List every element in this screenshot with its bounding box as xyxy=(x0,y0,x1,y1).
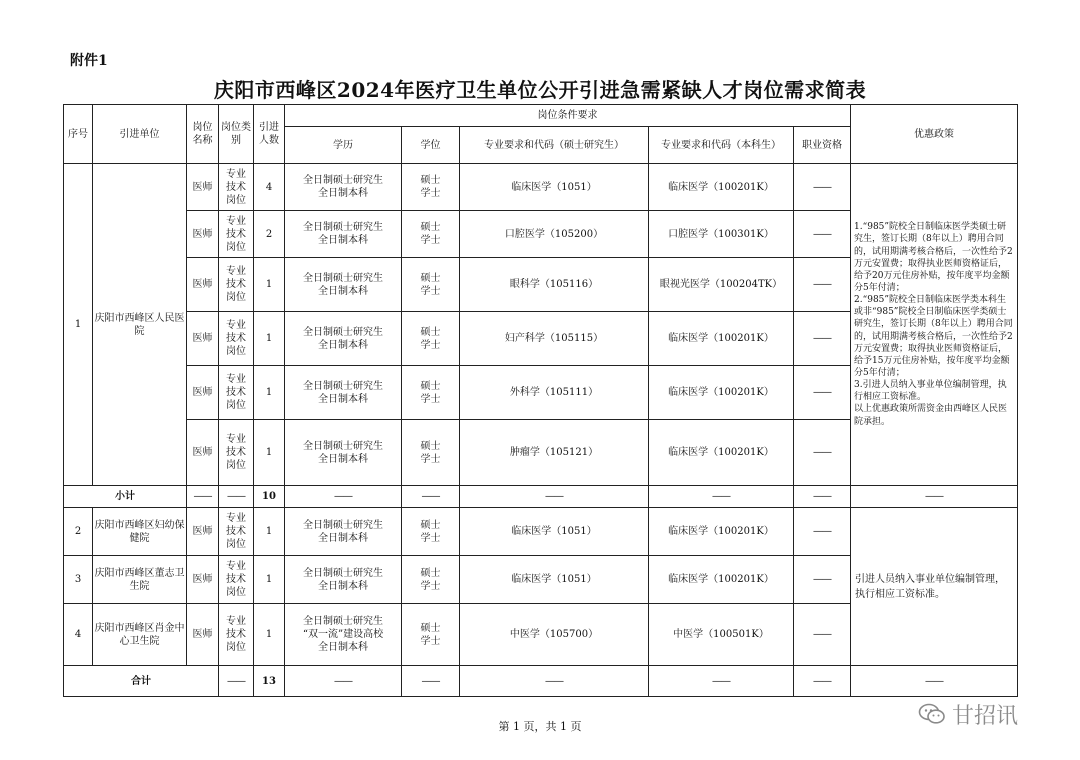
subtotal-row xyxy=(64,486,1018,508)
post-type-cell: 专业技术岗位 xyxy=(219,366,254,420)
education-cell: 全日制硕士研究生 全日制本科 xyxy=(285,508,402,556)
unit-name-cell: 庆阳市西峰区肖金中心卫生院 xyxy=(93,604,187,666)
education-cell: 全日制硕士研究生 “双一流”建设高校 全日制本科 xyxy=(285,604,402,666)
major-master-cell: 临床医学（1051） xyxy=(460,556,649,604)
major-bachelor-cell: 临床医学（100201K） xyxy=(649,420,794,486)
count-cell: 1 xyxy=(254,366,285,420)
post-type-cell: 专业技术岗位 xyxy=(219,164,254,211)
post-name-cell: 医师 xyxy=(187,604,219,666)
post-name-cell: 医师 xyxy=(187,258,219,312)
qualification-cell: —— xyxy=(794,211,851,258)
seq-cell: 2 xyxy=(64,508,93,556)
header-post-type: 岗位类别 xyxy=(219,105,254,164)
dash-cell: —— xyxy=(402,666,460,697)
subtotal-label: 小计 xyxy=(64,486,187,508)
page-footer: 第 1 页，共 1 页 xyxy=(498,720,582,733)
count-cell: 4 xyxy=(254,164,285,211)
major-master-cell: 妇产科学（105115） xyxy=(460,312,649,366)
post-type-cell: 专业技术岗位 xyxy=(219,420,254,486)
dash-cell: —— xyxy=(649,666,794,697)
major-bachelor-cell: 临床医学（100201K） xyxy=(649,366,794,420)
qualification-cell: —— xyxy=(794,312,851,366)
education-cell: 全日制硕士研究生 全日制本科 xyxy=(285,366,402,420)
dash-cell: —— xyxy=(219,486,254,508)
dash-cell: —— xyxy=(851,486,1018,508)
education-cell: 全日制硕士研究生 全日制本科 xyxy=(285,211,402,258)
total-row xyxy=(64,666,1018,697)
dash-cell: —— xyxy=(402,486,460,508)
header-count: 引进人数 xyxy=(254,105,285,164)
major-bachelor-cell: 临床医学（100201K） xyxy=(649,164,794,211)
major-bachelor-cell: 临床医学（100201K） xyxy=(649,312,794,366)
wechat-icon xyxy=(918,703,946,725)
major-master-cell: 肿瘤学（105121） xyxy=(460,420,649,486)
header-qualification: 职业资格 xyxy=(794,127,851,164)
table-row xyxy=(64,164,1018,211)
qualification-cell: —— xyxy=(794,420,851,486)
header-degree: 学位 xyxy=(402,127,460,164)
post-type-cell: 专业技术岗位 xyxy=(219,211,254,258)
post-name-cell: 医师 xyxy=(187,312,219,366)
education-cell: 全日制硕士研究生 全日制本科 xyxy=(285,258,402,312)
count-cell: 1 xyxy=(254,508,285,556)
header-post-name: 岗位名称 xyxy=(187,105,219,164)
degree-cell: 硕士 学士 xyxy=(402,164,460,211)
post-name-cell: 医师 xyxy=(187,556,219,604)
seq-cell: 4 xyxy=(64,604,93,666)
count-cell: 1 xyxy=(254,312,285,366)
major-bachelor-cell: 临床医学（100201K） xyxy=(649,556,794,604)
header-row-1 xyxy=(64,105,1018,127)
post-type-cell: 专业技术岗位 xyxy=(219,556,254,604)
total-count: 13 xyxy=(254,666,285,697)
degree-cell: 硕士 学士 xyxy=(402,211,460,258)
seq-cell: 3 xyxy=(64,556,93,604)
post-name-cell: 医师 xyxy=(187,420,219,486)
qualification-cell: —— xyxy=(794,604,851,666)
header-major-bachelor: 专业要求和代码（本科生） xyxy=(649,127,794,164)
header-conditions: 岗位条件要求 xyxy=(285,105,851,127)
header-seq: 序号 xyxy=(64,105,93,164)
subtotal-count: 10 xyxy=(254,486,285,508)
policy-cell: 1.“985”院校全日制临床医学类硕士研究生，签订长期（8年以上）聘用合同的，试用期满考核合格后，一次性给予2万元安置费；取得执业医师资格证后，给予20万元住房补贴，按年度平均金额分5年付清； 2.“985”院校全日制临床医学类本科生或非“985”院校全日制临床医学类硕士研究生，签订长期（8年以上）聘用合同的，试用期满考核合格后，一次性给予2万元安置费；取得执业医师资格证后，给予15万元住房补贴，按年度平均金额分5年付清； 3.引进人员纳入事业单位编制管理，执行相应工资标准。 以上优惠政策所需资金由西峰区人民医院承担。 xyxy=(851,164,1018,486)
seq-cell: 1 xyxy=(64,164,93,486)
education-cell: 全日制硕士研究生 全日制本科 xyxy=(285,420,402,486)
post-name-cell: 医师 xyxy=(187,508,219,556)
post-name-cell: 医师 xyxy=(187,366,219,420)
count-cell: 1 xyxy=(254,420,285,486)
education-cell: 全日制硕士研究生 全日制本科 xyxy=(285,556,402,604)
dash-cell: —— xyxy=(285,486,402,508)
header-major-master: 专业要求和代码（硕士研究生） xyxy=(460,127,649,164)
qualification-cell: —— xyxy=(794,366,851,420)
dash-cell: —— xyxy=(187,486,219,508)
degree-cell: 硕士 学士 xyxy=(402,420,460,486)
qualification-cell: —— xyxy=(794,556,851,604)
watermark-text: 甘招讯 xyxy=(952,703,1019,729)
watermark xyxy=(918,700,1058,728)
attachment-label: 附件1 xyxy=(70,53,108,69)
count-cell: 2 xyxy=(254,211,285,258)
count-cell: 1 xyxy=(254,604,285,666)
dash-cell: —— xyxy=(851,666,1018,697)
qualification-cell: —— xyxy=(794,258,851,312)
unit-name-cell: 庆阳市西峰区董志卫生院 xyxy=(93,556,187,604)
count-cell: 1 xyxy=(254,258,285,312)
requirements-table xyxy=(63,104,1018,697)
major-master-cell: 眼科学（105116） xyxy=(460,258,649,312)
policy-cell: 引进人员纳入事业单位编制管理，执行相应工资标准。 xyxy=(851,508,1018,666)
major-master-cell: 临床医学（1051） xyxy=(460,508,649,556)
major-bachelor-cell: 临床医学（100201K） xyxy=(649,508,794,556)
degree-cell: 硕士 学士 xyxy=(402,366,460,420)
post-name-cell: 医师 xyxy=(187,164,219,211)
degree-cell: 硕士 学士 xyxy=(402,556,460,604)
dash-cell: —— xyxy=(794,486,851,508)
major-master-cell: 口腔医学（105200） xyxy=(460,211,649,258)
post-type-cell: 专业技术岗位 xyxy=(219,508,254,556)
dash-cell: —— xyxy=(794,666,851,697)
qualification-cell: —— xyxy=(794,164,851,211)
qualification-cell: —— xyxy=(794,508,851,556)
major-master-cell: 外科学（105111） xyxy=(460,366,649,420)
total-label: 合计 xyxy=(64,666,219,697)
count-cell: 1 xyxy=(254,556,285,604)
major-master-cell: 临床医学（1051） xyxy=(460,164,649,211)
dash-cell: —— xyxy=(460,666,649,697)
education-cell: 全日制硕士研究生 全日制本科 xyxy=(285,164,402,211)
post-type-cell: 专业技术岗位 xyxy=(219,604,254,666)
degree-cell: 硕士 学士 xyxy=(402,312,460,366)
education-cell: 全日制硕士研究生 全日制本科 xyxy=(285,312,402,366)
major-master-cell: 中医学（105700） xyxy=(460,604,649,666)
degree-cell: 硕士 学士 xyxy=(402,604,460,666)
major-bachelor-cell: 中医学（100501K） xyxy=(649,604,794,666)
unit-name-cell: 庆阳市西峰区人民医院 xyxy=(93,164,187,486)
page-title: 庆阳市西峰区2024年医疗卫生单位公开引进急需紧缺人才岗位需求简表 xyxy=(213,78,867,102)
header-policy: 优惠政策 xyxy=(851,105,1018,164)
dash-cell: —— xyxy=(219,666,254,697)
dash-cell: —— xyxy=(285,666,402,697)
degree-cell: 硕士 学士 xyxy=(402,508,460,556)
header-unit: 引进单位 xyxy=(93,105,187,164)
degree-cell: 硕士 学士 xyxy=(402,258,460,312)
unit-name-cell: 庆阳市西峰区妇幼保健院 xyxy=(93,508,187,556)
post-type-cell: 专业技术岗位 xyxy=(219,312,254,366)
post-type-cell: 专业技术岗位 xyxy=(219,258,254,312)
major-bachelor-cell: 口腔医学（100301K） xyxy=(649,211,794,258)
dash-cell: —— xyxy=(649,486,794,508)
major-bachelor-cell: 眼视光医学（100204TK） xyxy=(649,258,794,312)
dash-cell: —— xyxy=(460,486,649,508)
header-education: 学历 xyxy=(285,127,402,164)
table-row xyxy=(64,508,1018,556)
post-name-cell: 医师 xyxy=(187,211,219,258)
